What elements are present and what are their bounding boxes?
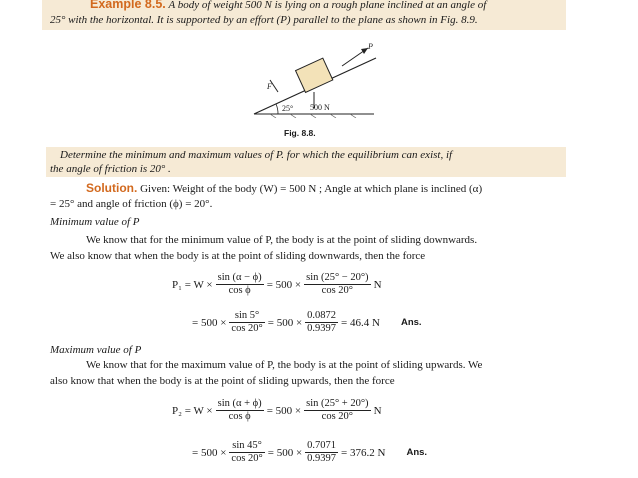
maximum-para-1: We know that for the maximum value of P, the body is at the point of sliding upwards. We [86, 359, 483, 371]
plane-hatch [270, 114, 356, 118]
min-eq2-frac1: $\frac{\sin 5^\circ}{\cos 20^\circ}$ [231, 310, 263, 334]
min-eq2-ans: Ans. [400, 317, 422, 328]
max-eq1-mid: = 500 × [266, 404, 302, 417]
minimum-equation-1 [172, 272, 382, 297]
minimum-equation-2 [192, 310, 422, 335]
maximum-para-2: also know that when the body is at the point of sliding upwards, then the force [50, 375, 395, 387]
minimum-heading: Minimum value of P [50, 216, 140, 228]
max-eq2-ans: Ans. [406, 447, 428, 458]
label-angle: 25° [282, 104, 294, 113]
maximum-equation-2 [192, 440, 427, 465]
maximum-heading: Maximum value of P [50, 344, 142, 356]
min-eq2-result: = 46.4 N [341, 316, 380, 329]
min-eq2-frac2: $\frac{0.0872}{0.9397}$ [307, 310, 337, 334]
max-eq1-frac2: $\frac{\sin (25^\circ + 20^\circ)}{\cos 20^\circ}$ [306, 398, 369, 422]
angle-arc [276, 104, 278, 114]
example-text-1: A body of weight 500 N is lying on a rough plane inclined at an angle of [168, 0, 487, 11]
label-f: F [267, 82, 272, 91]
label-p: P [368, 42, 373, 51]
min-eq1-mid: = 500 × [266, 278, 302, 291]
solution-text-1: Given: Weight of the body (W) = 500 N ; Angle at which plane is inclined (α) [140, 183, 483, 195]
max-eq1-lhs: P₂ = W × [172, 404, 213, 417]
max-eq2-result: = 376.2 N [341, 446, 386, 459]
question-line-2: the angle of friction is 20° . [50, 163, 171, 175]
min-eq1-frac2: $\frac{\sin (25^\circ - 20^\circ)}{\cos 20^\circ}$ [306, 272, 369, 296]
example-label: Example 8.5. [90, 0, 166, 11]
solution-label: Solution. [86, 181, 138, 195]
minimum-para-2: We also know that when the body is at the point of sliding downwards, then the force [50, 250, 426, 262]
solution-line-1 [86, 182, 482, 196]
min-eq1-frac1: $\frac{\sin (\alpha - \phi)}{\text{cos ϕ}}$ [217, 272, 262, 296]
solution-line-2: = 25° and angle of friction (ϕ) = 20°. [50, 198, 213, 210]
maximum-equation-1 [172, 398, 382, 423]
figure-caption: Fig. 8.8. [284, 128, 316, 138]
max-eq1-frac1: $\frac{\sin (\alpha + \phi)}{\text{cos ϕ}}$ [217, 398, 262, 422]
max-eq1-unit: N [373, 404, 382, 417]
min-eq1-unit: N [373, 278, 382, 291]
max-eq2-lhs: = 500 × [192, 446, 227, 459]
max-eq2-frac1: $\frac{\sin 45^\circ}{\cos 20^\circ}$ [231, 440, 263, 464]
example-line-2: 25° with the horizontal. It is supported by an effort (P) parallel to the plane as shown in Fig. 8.9. [50, 14, 478, 26]
min-eq2-mid: = 500 × [267, 316, 303, 329]
max-eq2-mid: = 500 × [267, 446, 303, 459]
effort-arrowhead [361, 48, 368, 54]
minimum-para-1: We know that for the minimum value of P, the body is at the point of sliding downwards. [86, 234, 478, 246]
example-line-1 [90, 0, 486, 12]
min-eq2-lhs: = 500 × [192, 316, 227, 329]
block [296, 58, 333, 92]
max-eq2-frac2: $\frac{0.7071}{0.9397}$ [307, 440, 337, 464]
question-line-1: Determine the minimum and maximum values of P. for which the equilibrium can exist, if [60, 149, 453, 161]
label-weight: 500 N [310, 103, 330, 112]
min-eq1-lhs: P₁ = W × [172, 278, 213, 291]
